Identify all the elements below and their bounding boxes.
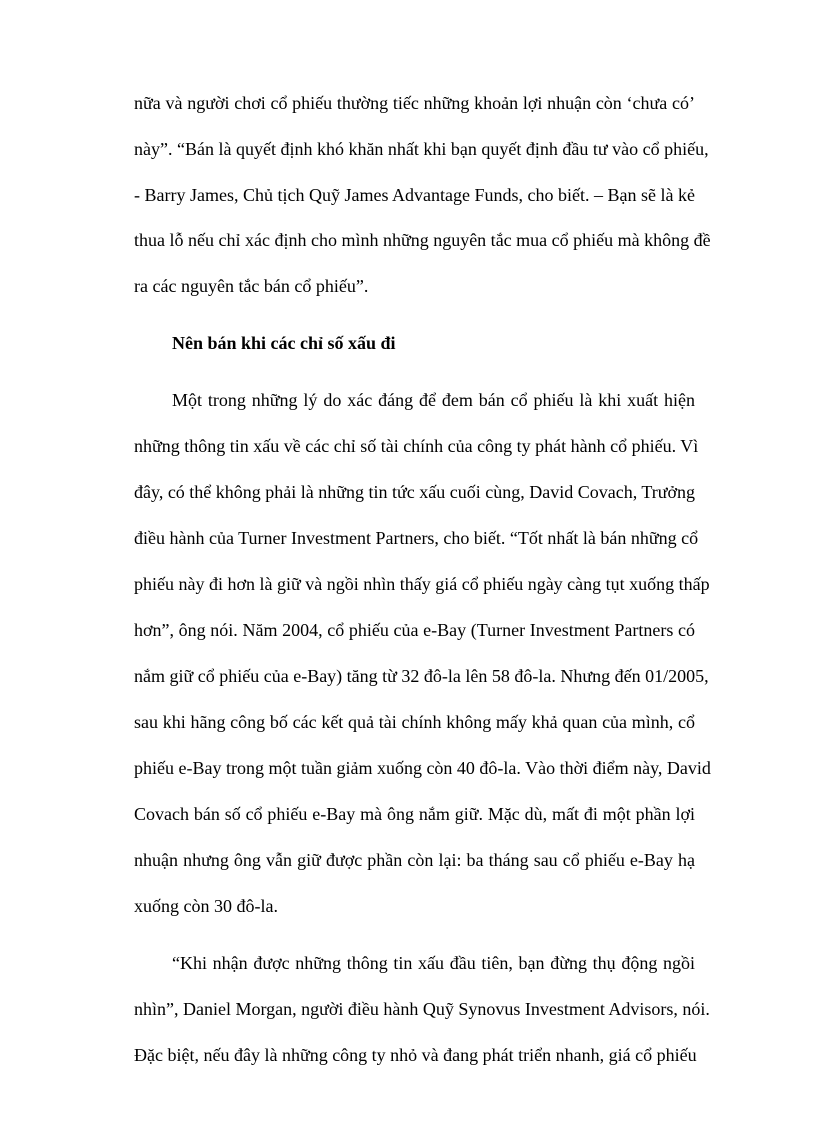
paragraph-3-line-1: “Khi nhận được những thông tin xấu đầu tiên, bạn đừng thụ động ngồi <box>172 953 695 973</box>
paragraph-2-line-7: nắm giữ cổ phiếu của e-Bay) tăng từ 32 đô-la lên 58 đô-la. Nhưng đến 01/2005, <box>134 666 709 686</box>
paragraph-1-line-1: nữa và người chơi cổ phiếu thường tiếc những khoản lợi nhuận còn ‘chưa có’ <box>134 93 695 113</box>
paragraph-2-line-11: nhuận nhưng ông vẫn giữ được phần còn lại: ba tháng sau cổ phiếu e-Bay hạ <box>134 850 695 870</box>
paragraph-1-line-5: ra các nguyên tắc bán cổ phiếu”. <box>134 276 369 296</box>
paragraph-1-line-3: - Barry James, Chủ tịch Quỹ James Advantage Funds, cho biết. – Bạn sẽ là kẻ <box>134 185 695 205</box>
paragraph-2-line-2: những thông tin xấu về các chỉ số tài chính của công ty phát hành cổ phiếu. Vì <box>134 436 699 456</box>
paragraph-2-line-12: xuống còn 30 đô-la. <box>134 896 278 916</box>
section-heading: Nên bán khi các chỉ số xấu đi <box>172 333 396 353</box>
paragraph-2-line-5: phiếu này đi hơn là giữ và ngồi nhìn thấy giá cổ phiếu ngày càng tụt xuống thấp <box>134 574 710 594</box>
paragraph-2-line-4: điều hành của Turner Investment Partners, cho biết. “Tốt nhất là bán những cổ <box>134 528 699 548</box>
paragraph-3-line-3: Đặc biệt, nếu đây là những công ty nhỏ và đang phát triển nhanh, giá cổ phiếu <box>134 1045 697 1065</box>
paragraph-2-line-9: phiếu e-Bay trong một tuần giảm xuống còn 40 đô-la. Vào thời điểm này, David <box>134 758 711 778</box>
paragraph-1-line-2: này”. “Bán là quyết định khó khăn nhất khi bạn quyết định đầu tư vào cổ phiếu, <box>134 139 709 159</box>
paragraph-2-line-8: sau khi hãng công bố các kết quả tài chính không mấy khả quan của mình, cổ <box>134 712 695 732</box>
paragraph-2-line-6: hơn”, ông nói. Năm 2004, cổ phiếu của e-Bay (Turner Investment Partners có <box>134 620 695 640</box>
paragraph-1-line-4: thua lỗ nếu chỉ xác định cho mình những nguyên tắc mua cổ phiếu mà không đề <box>134 230 711 250</box>
paragraph-3-line-2: nhìn”, Daniel Morgan, người điều hành Quỹ Synovus Investment Advisors, nói. <box>134 999 710 1019</box>
paragraph-2-line-1: Một trong những lý do xác đáng để đem bán cổ phiếu là khi xuất hiện <box>172 390 695 410</box>
paragraph-2-line-3: đây, có thể không phải là những tin tức xấu cuối cùng, David Covach, Trưởng <box>134 482 696 502</box>
paragraph-2-line-10: Covach bán số cổ phiếu e-Bay mà ông nắm giữ. Mặc dù, mất đi một phần lợi <box>134 804 695 824</box>
